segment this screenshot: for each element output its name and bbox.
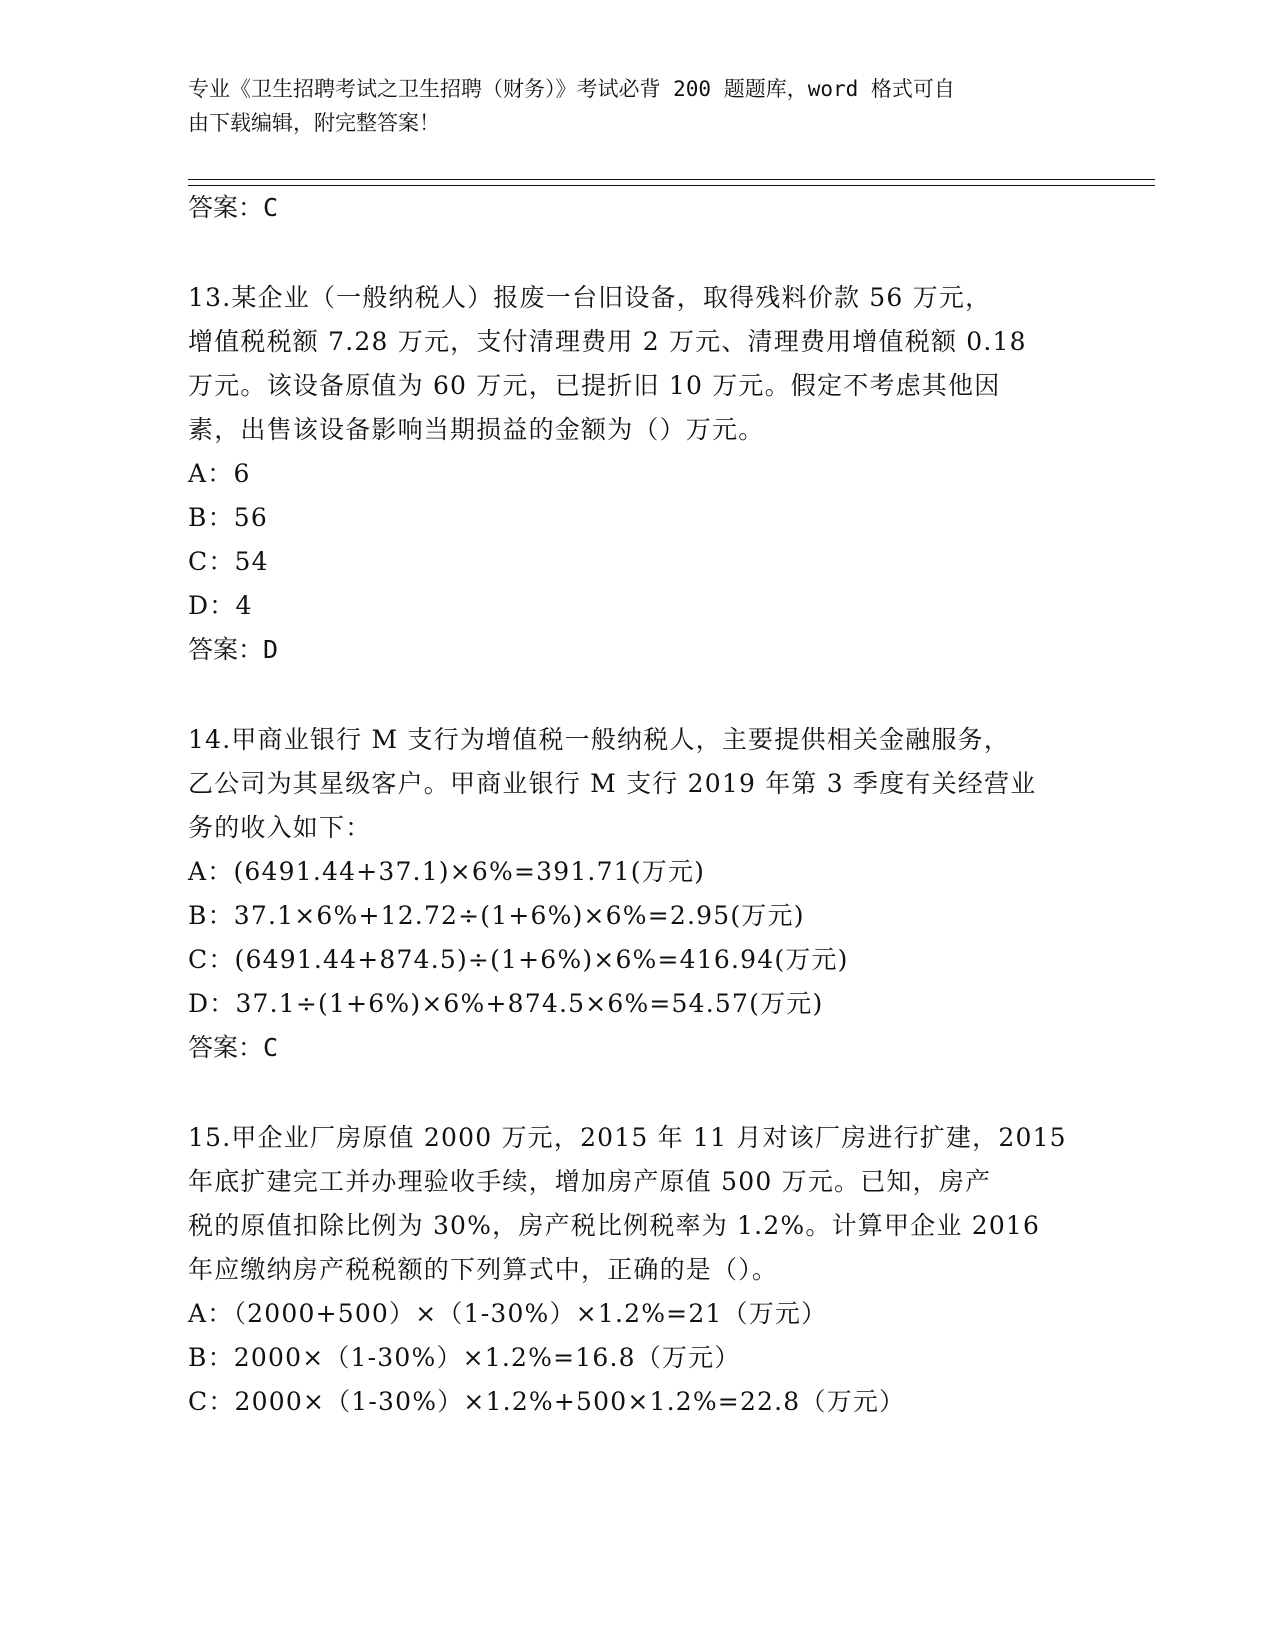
question-13-line-4: 素，出售该设备影响当期损益的金额为（）万元。 [188,415,765,444]
header-line-2: 由下载编辑，附完整答案！ [188,111,440,135]
question-13-option-a: A：6 [188,459,251,488]
question-14-answer: 答案：C [188,1033,279,1062]
question-15-line-3: 税的原值扣除比例为 30%，房产税比例税率为 1.2%。计算甲企业 2016 [188,1211,1041,1240]
page-header [188,72,1068,140]
question-14-option-a: A：(6491.44+37.1)×6%=391.71(万元) [188,857,706,886]
question-15-line-1: 15.甲企业厂房原值 2000 万元，2015 年 11 月对该厂房进行扩建，2015 [188,1123,1067,1152]
question-15-option-b: B：2000×（1-30%）×1.2%=16.8（万元） [188,1343,741,1372]
question-13-answer: 答案：D [188,635,279,664]
header-line-1: 专业《卫生招聘考试之卫生招聘（财务）》考试必背 200 题题库，word 格式可自 [188,77,955,101]
question-15-line-2: 年底扩建完工并办理验收手续，增加房产原值 500 万元。已知，房产 [188,1167,992,1196]
question-13-line-1: 13.某企业（一般纳税人）报废一台旧设备，取得残料价款 56 万元， [188,283,992,312]
answer-previous: 答案：C [188,193,279,222]
header-divider-top [188,179,1155,180]
question-14-line-3: 务的收入如下： [188,813,372,842]
question-13-line-2: 增值税税额 7.28 万元，支付清理费用 2 万元、清理费用增值税额 0.18 [188,327,1027,356]
question-14-option-c: C：(6491.44+874.5)÷(1+6%)×6%=416.94(万元) [188,945,849,974]
question-14-line-1: 14.甲商业银行 M 支行为增值税一般纳税人，主要提供相关金融服务， [188,725,1011,754]
question-15-option-a: A：（2000+500）×（1-30%）×1.2%=21（万元） [188,1299,828,1328]
question-15-option-c: C：2000×（1-30%）×1.2%+500×1.2%=22.8（万元） [188,1387,906,1416]
question-14-line-2: 乙公司为其星级客户。甲商业银行 M 支行 2019 年第 3 季度有关经营业 [188,769,1037,798]
question-14-option-d: D：37.1÷(1+6%)×6%+874.5×6%=54.57(万元) [188,989,824,1018]
header-divider-bottom [188,185,1155,186]
question-14-option-b: B：37.1×6%+12.72÷(1+6%)×6%=2.95(万元) [188,901,805,930]
question-13-option-c: C：54 [188,547,269,576]
question-13-option-b: B：56 [188,503,268,532]
question-13-line-3: 万元。该设备原值为 60 万元，已提折旧 10 万元。假定不考虑其他因 [188,371,1001,400]
question-15-line-4: 年应缴纳房产税税额的下列算式中，正确的是（）。 [188,1255,779,1284]
question-13-option-d: D：4 [188,591,253,620]
